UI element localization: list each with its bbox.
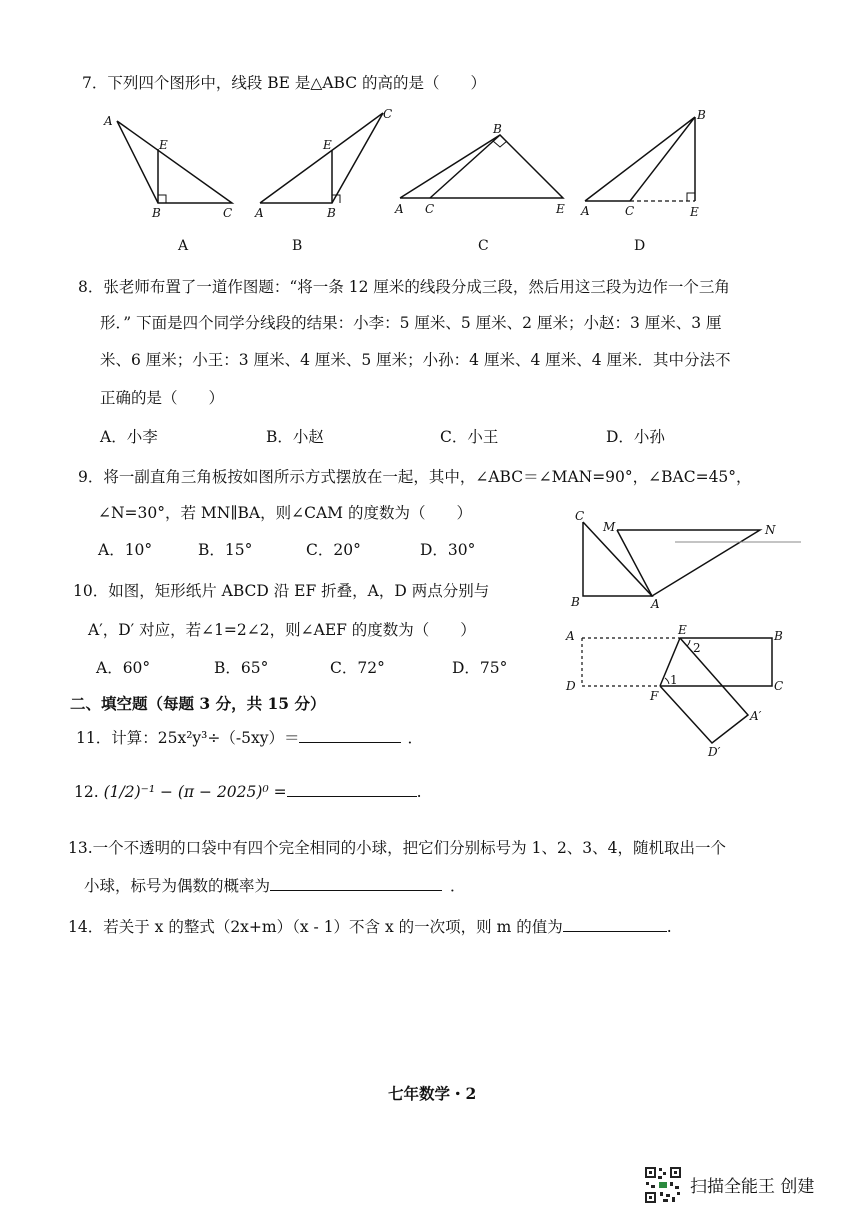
qr-code-icon: [644, 1166, 682, 1204]
figure-d: [580, 108, 706, 219]
q10-figure: [560, 618, 810, 764]
q12-end: .: [416, 783, 422, 801]
q13-line-1: 13.一个不透明的口袋中有四个完全相同的小球，把它们分别标号为 1、2、3、4，随机取出一个: [68, 839, 727, 857]
svg-text:A: A: [581, 204, 590, 218]
svg-text:D: D: [566, 679, 576, 693]
svg-text:E: E: [159, 138, 168, 152]
svg-text:2: 2: [693, 641, 701, 655]
figure-c: [394, 122, 565, 216]
q11-end: ．: [407, 729, 423, 747]
q14: [68, 915, 672, 937]
q8-option-c: C．小王: [440, 428, 499, 446]
q14-end: .: [666, 918, 672, 936]
q13-line-2: [84, 874, 466, 896]
q12: [74, 780, 422, 802]
q9-option-c: C．20°: [306, 541, 361, 559]
q9-line-2: ∠N=30°，若 MN∥BA，则∠CAM 的度数为（ ）: [98, 504, 472, 522]
q7-label-c: C: [478, 238, 489, 254]
q9-option-b: B．15°: [198, 541, 253, 559]
q8-option-a: A．小李: [100, 428, 158, 446]
q8-line-4: 正确的是（ ）: [100, 389, 225, 407]
svg-text:N: N: [765, 523, 776, 537]
q11: [76, 726, 423, 748]
svg-text:C: C: [383, 107, 393, 121]
q9-figure: [565, 508, 805, 613]
figure-b: [254, 107, 392, 220]
q10-option-d: D．75°: [452, 659, 508, 677]
q7-figures: [95, 105, 735, 223]
svg-text:E: E: [678, 623, 687, 637]
q9-line-1: 9．将一副直角三角板按如图所示方式摆放在一起，其中，∠ABC＝∠MAN=90°，∠BAC=45°，: [78, 468, 752, 486]
svg-text:E: E: [323, 138, 332, 152]
svg-text:B: B: [571, 595, 580, 609]
svg-text:E: E: [556, 202, 565, 216]
q7-label-a: A: [178, 238, 189, 254]
q13-end: ．: [450, 877, 466, 895]
q10-option-c: C．72°: [330, 659, 385, 677]
svg-text:B: B: [697, 108, 706, 122]
svg-text:E: E: [690, 205, 699, 219]
q10-line-2: A′，D′ 对应，若∠1=2∠2，则∠AEF 的度数为（ ）: [88, 621, 476, 639]
svg-text:A: A: [566, 629, 575, 643]
q14-text: 14．若关于 x 的整式（2x+m）（x - 1）不含 x 的一次项，则 m 的值为: [68, 918, 563, 936]
svg-text:A: A: [255, 206, 264, 220]
q10-line-1: 10．如图，矩形纸片 ABCD 沿 EF 折叠，A，D 两点分别与: [73, 582, 490, 600]
svg-text:C: C: [223, 206, 233, 220]
svg-text:A: A: [395, 202, 404, 216]
q11-text: 11．计算：25x²y³÷（-5xy）＝: [76, 729, 300, 747]
q8-line-3: 米、6 厘米；小王：3 厘米、4 厘米、5 厘米；小孙：4 厘米、4 厘米、4 厘米．其中分法不: [100, 351, 731, 369]
svg-text:D′: D′: [708, 745, 721, 759]
svg-text:M: M: [603, 520, 616, 534]
q8-option-d: D．小孙: [606, 428, 665, 446]
svg-text:C: C: [425, 202, 435, 216]
q7-stem: 7．下列四个图形中，线段 BE 是△ABC 的高的是（ ）: [82, 74, 487, 92]
svg-text:A: A: [104, 114, 113, 128]
q8-line-1: 8．张老师布置了一道作图题：“将一条 12 厘米的线段分成三段，然后用这三段为边作一个三角: [78, 278, 730, 296]
q13-text: 小球，标号为偶数的概率为: [84, 877, 271, 895]
q7-label-d: D: [634, 238, 646, 254]
q14-answer-blank[interactable]: [563, 915, 667, 932]
svg-text:F: F: [650, 689, 659, 703]
q7-label-b: B: [292, 238, 303, 254]
svg-text:B: B: [774, 629, 783, 643]
svg-text:A′: A′: [750, 709, 762, 723]
q13-answer-blank[interactable]: [270, 874, 442, 891]
q12-answer-blank[interactable]: [287, 780, 417, 797]
q8-line-2: 形．” 下面是四个同学分线段的结果：小李：5 厘米、5 厘米、2 厘米；小赵：3 厘米、3 厘: [100, 314, 722, 332]
q8-option-b: B．小赵: [266, 428, 324, 446]
figure-a: [103, 114, 232, 220]
svg-text:C: C: [575, 509, 585, 523]
page-footer: 七年数学・2: [388, 1084, 477, 1103]
q12-expression: (1/2)⁻¹ − (π − 2025)⁰ =: [103, 783, 287, 801]
section-2-heading: 二、填空题（每题 3 分，共 15 分）: [70, 694, 326, 713]
svg-text:C: C: [774, 679, 784, 693]
watermark-text: 扫描全能王 创建: [690, 1177, 815, 1197]
svg-text:1: 1: [670, 673, 678, 687]
q11-answer-blank[interactable]: [299, 726, 401, 743]
q10-option-a: A．60°: [96, 659, 151, 677]
svg-text:C: C: [625, 204, 635, 218]
q9-option-d: D．30°: [420, 541, 476, 559]
svg-text:A: A: [651, 597, 660, 611]
q10-option-b: B．65°: [214, 659, 269, 677]
svg-text:B: B: [327, 206, 336, 220]
svg-text:B: B: [152, 206, 161, 220]
svg-text:B: B: [493, 122, 502, 136]
q9-option-a: A．10°: [98, 541, 153, 559]
q12-number: 12.: [74, 783, 99, 801]
